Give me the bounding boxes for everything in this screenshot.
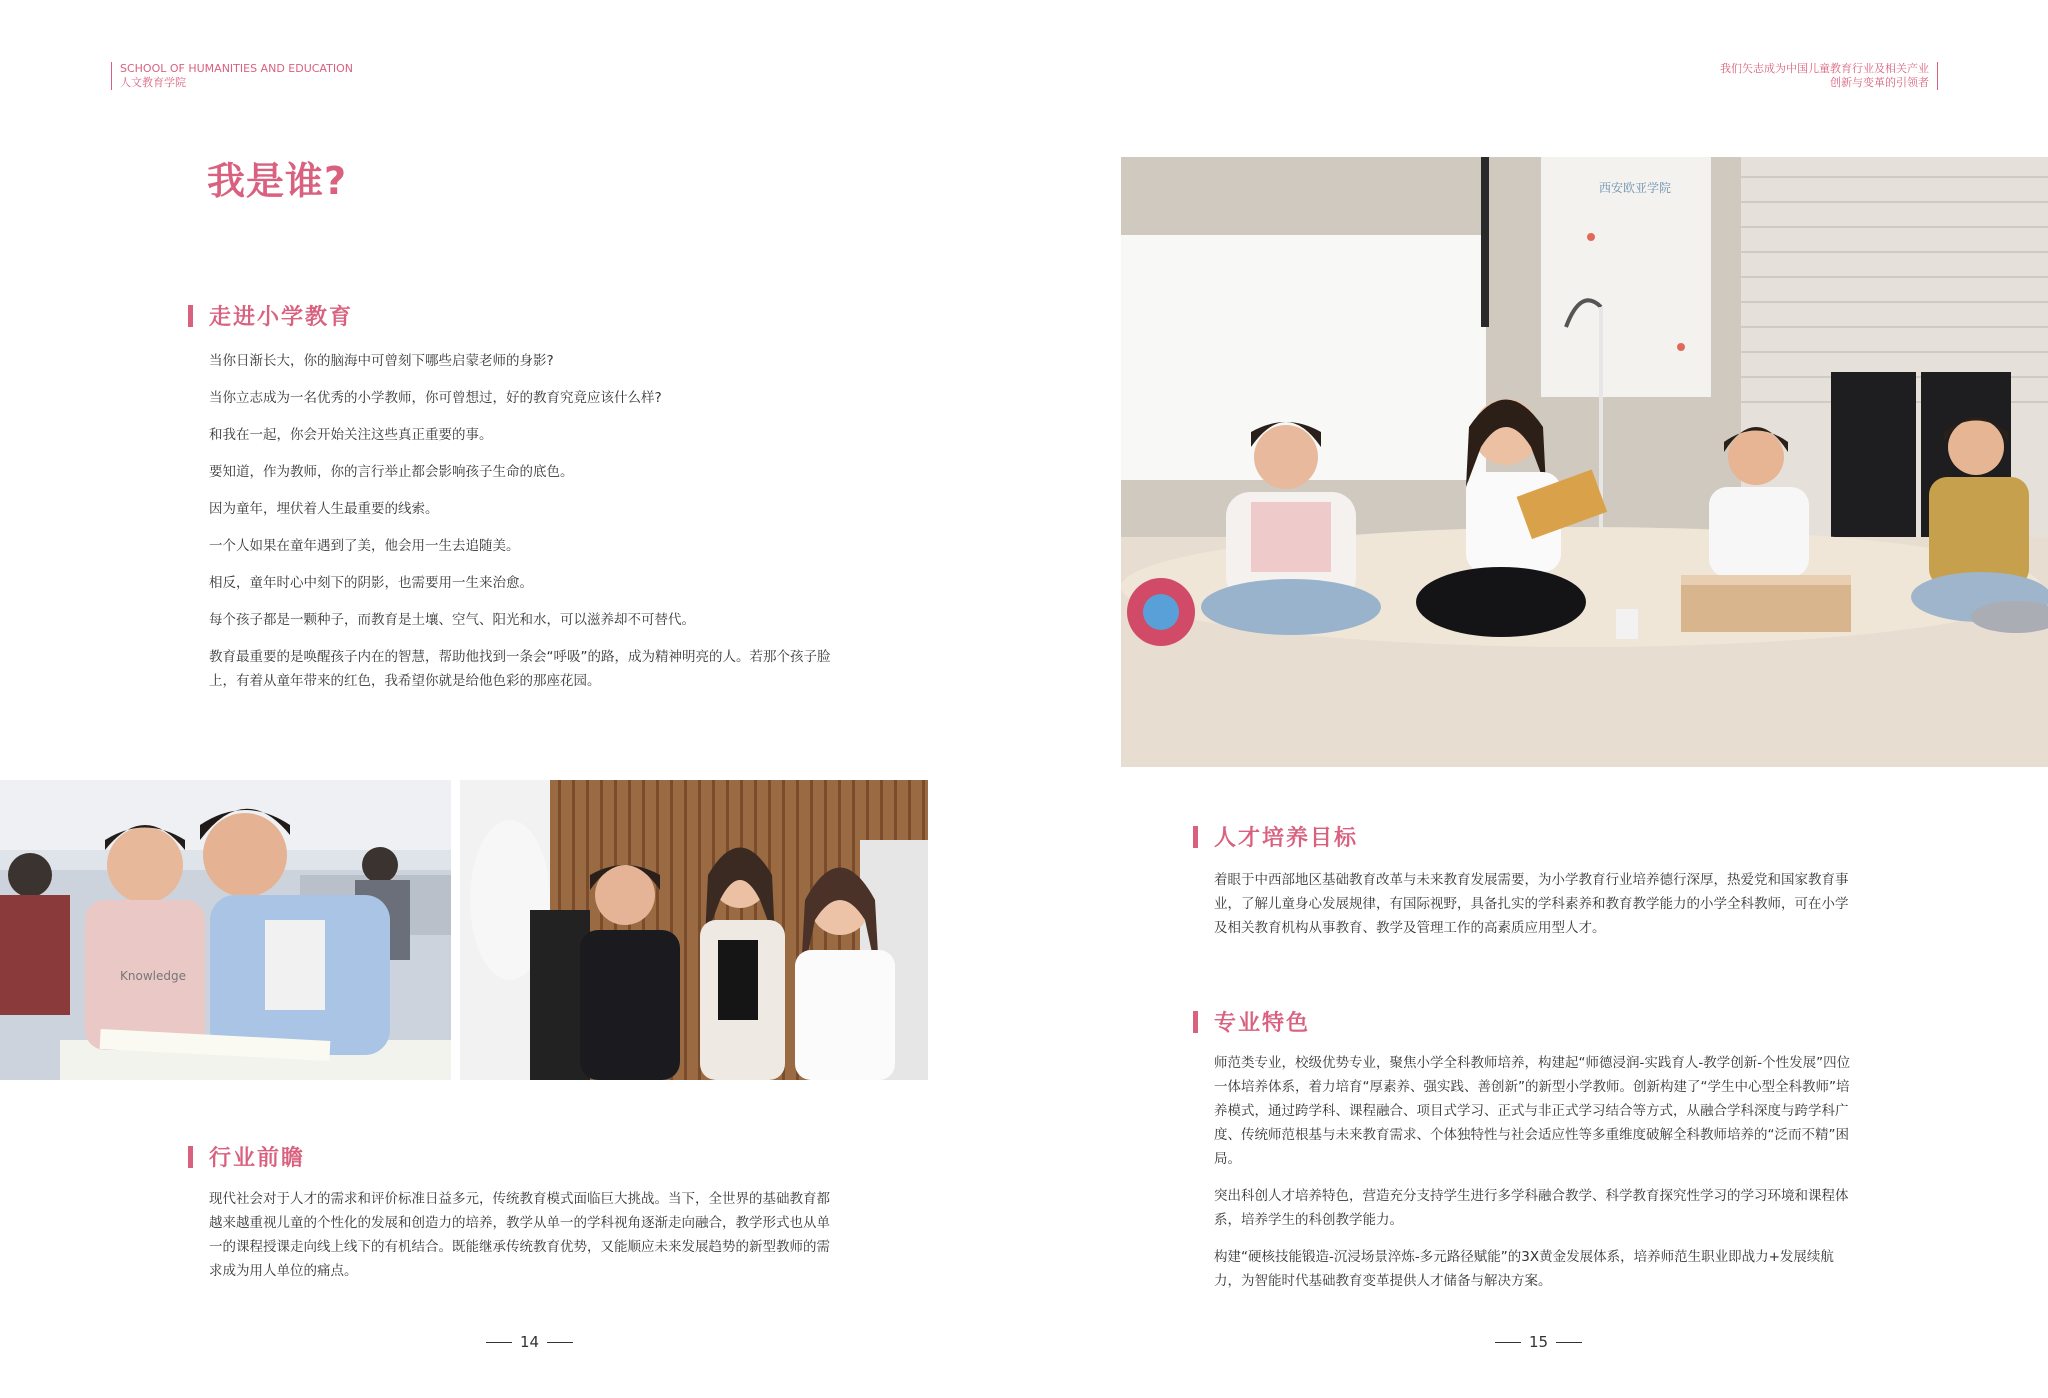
section-title: 行业前瞻 (209, 1146, 306, 1171)
photo-sign-text: 西安欧亚学院 (1599, 181, 1672, 195)
photo-students-studying-illustration (0, 780, 451, 1080)
header-right-line1: 我们矢志成为中国儿童教育行业及相关产业 (1720, 62, 1929, 75)
paragraph: 相反，童年时心中刻下的阴影，也需要用一生来治愈。 (209, 575, 533, 591)
paragraph: 和我在一起，你会开始关注这些真正重要的事。 (209, 427, 493, 443)
header-left-en: SCHOOL OF HUMANITIES AND EDUCATION (120, 62, 353, 75)
paragraph: 因为童年，埋伏着人生最重要的线索。 (209, 501, 439, 517)
section-body-primary-education (209, 349, 834, 706)
section-title: 专业特色 (1214, 1011, 1311, 1036)
section-heading-industry-outlook (188, 1141, 305, 1172)
page-number-right (1487, 1333, 1590, 1351)
paragraph: 突出科创人才培养特色，营造充分支持学生进行多学科融合教学、科学教育探究性学习的学习环境和课程体系，培养学生的科创教学能力。 (1214, 1188, 1849, 1228)
paragraph: 现代社会对于人才的需求和评价标准日益多元，传统教育模式面临巨大挑战。当下，全世界的基础教育都越来越重视儿童的个性化的发展和创造力的培养，教学从单一的学科视角逐渐走向融合，教学形式也从单一的课程授课走向线上线下的有机结合。既能继承传统教育优势，又能顺应未来发展趋势的新型教师的需求成为用人单位的痛点。 (209, 1191, 830, 1279)
page-number: 15 (1529, 1333, 1549, 1351)
page-number: 14 (520, 1333, 540, 1351)
shirt-text: Knowledge (120, 969, 186, 983)
heading-bar (188, 1146, 193, 1168)
header-left (111, 62, 353, 90)
paragraph: 当你日渐长大，你的脑海中可曾刻下哪些启蒙老师的身影? (209, 353, 554, 369)
page-title: 我是谁? (207, 159, 348, 203)
heading-bar (1193, 826, 1198, 848)
photo-students-studying (0, 780, 451, 1080)
heading-bar (188, 305, 193, 327)
section-body-industry-outlook (209, 1187, 834, 1296)
paragraph: 一个人如果在童年遇到了美，他会用一生去追随美。 (209, 538, 520, 554)
section-body-program-features (1214, 1051, 1860, 1306)
section-title: 人才培养目标 (1214, 826, 1359, 851)
photo-music-class (1121, 157, 2048, 767)
section-title: 走进小学教育 (209, 305, 354, 330)
paragraph: 要知道，作为教师，你的言行举止都会影响孩子生命的底色。 (209, 464, 574, 480)
paragraph: 教育最重要的是唤醒孩子内在的智慧，帮助他找到一条会“呼吸”的路，成为精神明亮的人。若那个孩子脸上，有着从童年带来的红色，我希望你就是给他色彩的那座花园。 (209, 649, 831, 689)
paragraph: 构建“硬核技能锻造-沉浸场景淬炼-多元路径赋能”的3X黄金发展体系，培养师范生职业即战力+发展续航力，为智能时代基础教育变革提供人才储备与解决方案。 (1214, 1249, 1834, 1289)
section-body-training-goals (1214, 868, 1860, 953)
page-number-left (478, 1333, 581, 1351)
paragraph: 当你立志成为一名优秀的小学教师，你可曾想过，好的教育究竟应该什么样? (209, 390, 662, 406)
section-heading-primary-education (188, 300, 353, 331)
paragraph: 师范类专业，校级优势专业，聚焦小学全科教师培养，构建起“师德浸润-实践育人-教学创新-个性发展”四位一体培养体系，着力培育“厚素养、强实践、善创新”的新型小学教师。创新构建了“学生中心型全科教师”培养模式，通过跨学科、课程融合、项目式学习、正式与非正式学习结合等方式，从融合学科深度与跨学科广度、传统师范根基与未来教育需求、个体独特性与社会适应性等多重维度破解全科教师培养的“泛而不精”困局。 (1214, 1055, 1851, 1167)
section-heading-training-goals (1193, 821, 1358, 852)
heading-bar (1193, 1011, 1198, 1033)
header-left-cn: 人文教育学院 (120, 76, 186, 89)
photo-teacher-with-students (460, 780, 928, 1080)
header-right (1720, 62, 1938, 90)
photo-music-class-illustration (1121, 157, 2048, 767)
paragraph: 每个孩子都是一颗种子，而教育是土壤、空气、阳光和水，可以滋养却不可替代。 (209, 612, 695, 628)
paragraph: 着眼于中西部地区基础教育改革与未来教育发展需要，为小学教育行业培养德行深厚，热爱党和国家教育事业，了解儿童身心发展规律，有国际视野，具备扎实的学科素养和教育教学能力的小学全科教师，可在小学及相关教育机构从事教育、教学及管理工作的高素质应用型人才。 (1214, 872, 1849, 936)
section-heading-program-features (1193, 1006, 1310, 1037)
header-right-line2: 创新与变革的引领者 (1830, 76, 1929, 89)
photo-teacher-illustration (460, 780, 928, 1080)
